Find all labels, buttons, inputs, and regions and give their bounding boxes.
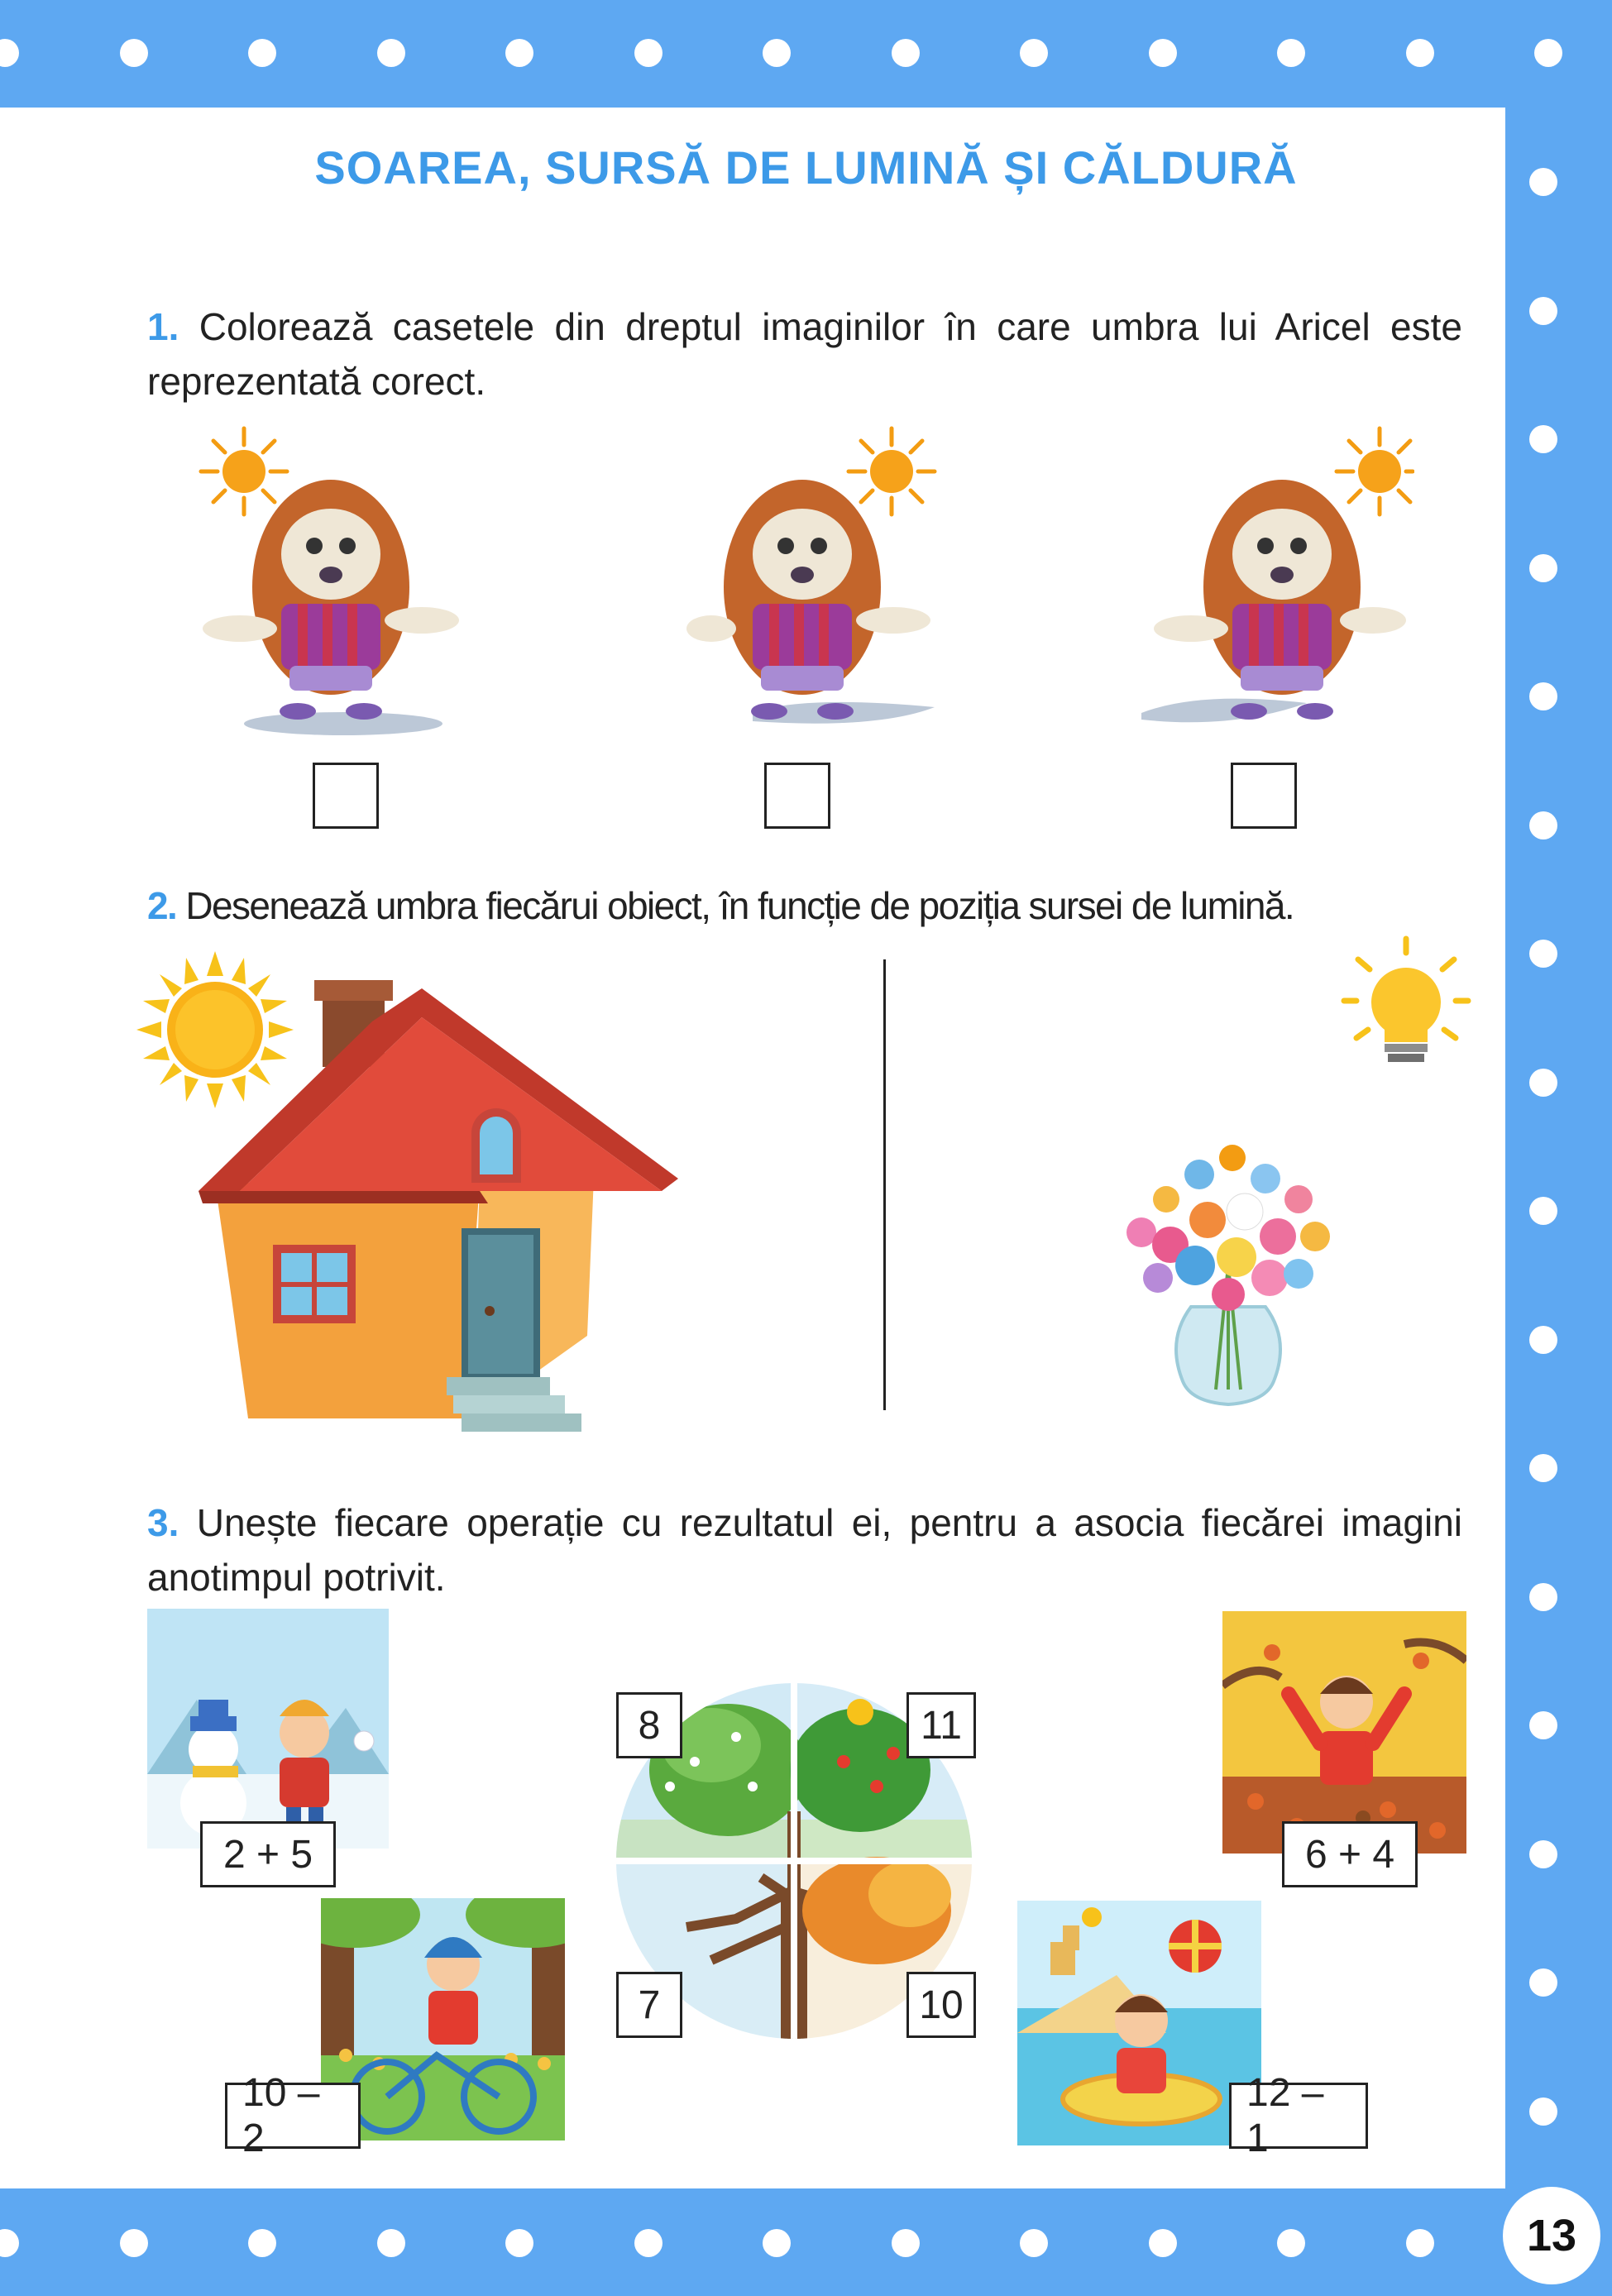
frame-dot bbox=[634, 2229, 662, 2257]
operation-box-spring: 10 – 2 bbox=[225, 2083, 361, 2149]
exercise-2-divider bbox=[883, 959, 886, 1410]
frame-dot bbox=[1529, 1326, 1557, 1354]
autumn-picture bbox=[1222, 1611, 1466, 1854]
frame-dot bbox=[248, 39, 276, 67]
frame-dot bbox=[1406, 39, 1434, 67]
house-image bbox=[199, 972, 678, 1435]
exercise-2-text bbox=[147, 878, 1462, 933]
frame-dot bbox=[1529, 1197, 1557, 1225]
frame-dot bbox=[377, 39, 405, 67]
hedgehog-image-3 bbox=[1133, 422, 1414, 736]
frame-dot bbox=[120, 39, 148, 67]
frame-dot bbox=[505, 2229, 533, 2257]
frame-dot bbox=[1529, 811, 1557, 839]
exercise-2-instruction: Desenează umbra fiecărui obiect, în funcție de poziția sursei de lumină. bbox=[185, 884, 1294, 927]
frame-top bbox=[0, 0, 1612, 108]
frame-dot bbox=[248, 2229, 276, 2257]
frame-dot bbox=[634, 39, 662, 67]
frame-dot bbox=[1529, 1968, 1557, 1997]
frame-dot bbox=[763, 2229, 791, 2257]
frame-dot bbox=[1529, 1583, 1557, 1611]
exercise-1-number: 1. bbox=[147, 305, 179, 348]
frame-dot bbox=[1529, 425, 1557, 453]
answer-checkbox-3[interactable] bbox=[1231, 763, 1297, 829]
winter-picture bbox=[147, 1609, 389, 1849]
hedgehog-image-2 bbox=[686, 422, 959, 736]
result-box-bottom-left: 7 bbox=[616, 1972, 682, 2038]
frame-dot bbox=[1020, 39, 1048, 67]
frame-bottom bbox=[0, 2188, 1612, 2296]
frame-dot bbox=[1149, 39, 1177, 67]
summer-picture bbox=[1017, 1901, 1261, 2145]
frame-dot bbox=[505, 39, 533, 67]
frame-right bbox=[1505, 0, 1612, 2296]
frame-dot bbox=[1277, 2229, 1305, 2257]
frame-dot bbox=[1529, 297, 1557, 325]
frame-dot bbox=[1149, 2229, 1177, 2257]
exercise-3-number: 3. bbox=[147, 1501, 179, 1544]
frame-dot bbox=[892, 39, 920, 67]
flower-vase-image bbox=[1092, 1141, 1365, 1414]
frame-dot bbox=[1529, 554, 1557, 582]
frame-dot bbox=[1529, 940, 1557, 968]
frame-dot bbox=[1529, 682, 1557, 710]
frame-dot bbox=[1534, 39, 1562, 67]
exercise-3-text bbox=[147, 1495, 1462, 1605]
frame-dot bbox=[377, 2229, 405, 2257]
exercise-3-instruction: Unește fiecare operație cu rezultatul ei, pentru a asocia fiecărei imagini anotimpul potrivit. bbox=[147, 1501, 1462, 1599]
frame-dot bbox=[1529, 1454, 1557, 1482]
frame-dot bbox=[892, 2229, 920, 2257]
frame-dot bbox=[1529, 2097, 1557, 2126]
page-number: 13 bbox=[1503, 2187, 1600, 2284]
exercise-1-instruction: Colorează casetele din dreptul imaginilor în care umbra lui Aricel este reprezentată corect. bbox=[147, 305, 1462, 403]
lightbulb-icon bbox=[1340, 935, 1472, 1075]
operation-box-winter: 2 + 5 bbox=[200, 1821, 336, 1887]
page-title: SOAREA, SURSĂ DE LUMINĂ ȘI CĂLDURĂ bbox=[314, 141, 1298, 194]
frame-dot bbox=[120, 2229, 148, 2257]
frame-dot bbox=[1529, 1069, 1557, 1097]
operation-box-autumn: 6 + 4 bbox=[1282, 1821, 1418, 1887]
frame-dot bbox=[1020, 2229, 1048, 2257]
frame-dot bbox=[1277, 39, 1305, 67]
frame-dot bbox=[1529, 1711, 1557, 1739]
hedgehog-image-1 bbox=[190, 422, 463, 736]
result-box-top-left: 8 bbox=[616, 1692, 682, 1758]
exercise-2-number: 2. bbox=[147, 884, 177, 927]
exercise-1-text bbox=[147, 299, 1462, 409]
frame-dot bbox=[763, 39, 791, 67]
result-box-top-right: 11 bbox=[906, 1692, 976, 1758]
frame-dot bbox=[1529, 1840, 1557, 1868]
operation-box-summer: 12 – 1 bbox=[1229, 2083, 1368, 2149]
frame-dot bbox=[1406, 2229, 1434, 2257]
answer-checkbox-1[interactable] bbox=[313, 763, 379, 829]
result-box-bottom-right: 10 bbox=[906, 1972, 976, 2038]
answer-checkbox-2[interactable] bbox=[764, 763, 830, 829]
